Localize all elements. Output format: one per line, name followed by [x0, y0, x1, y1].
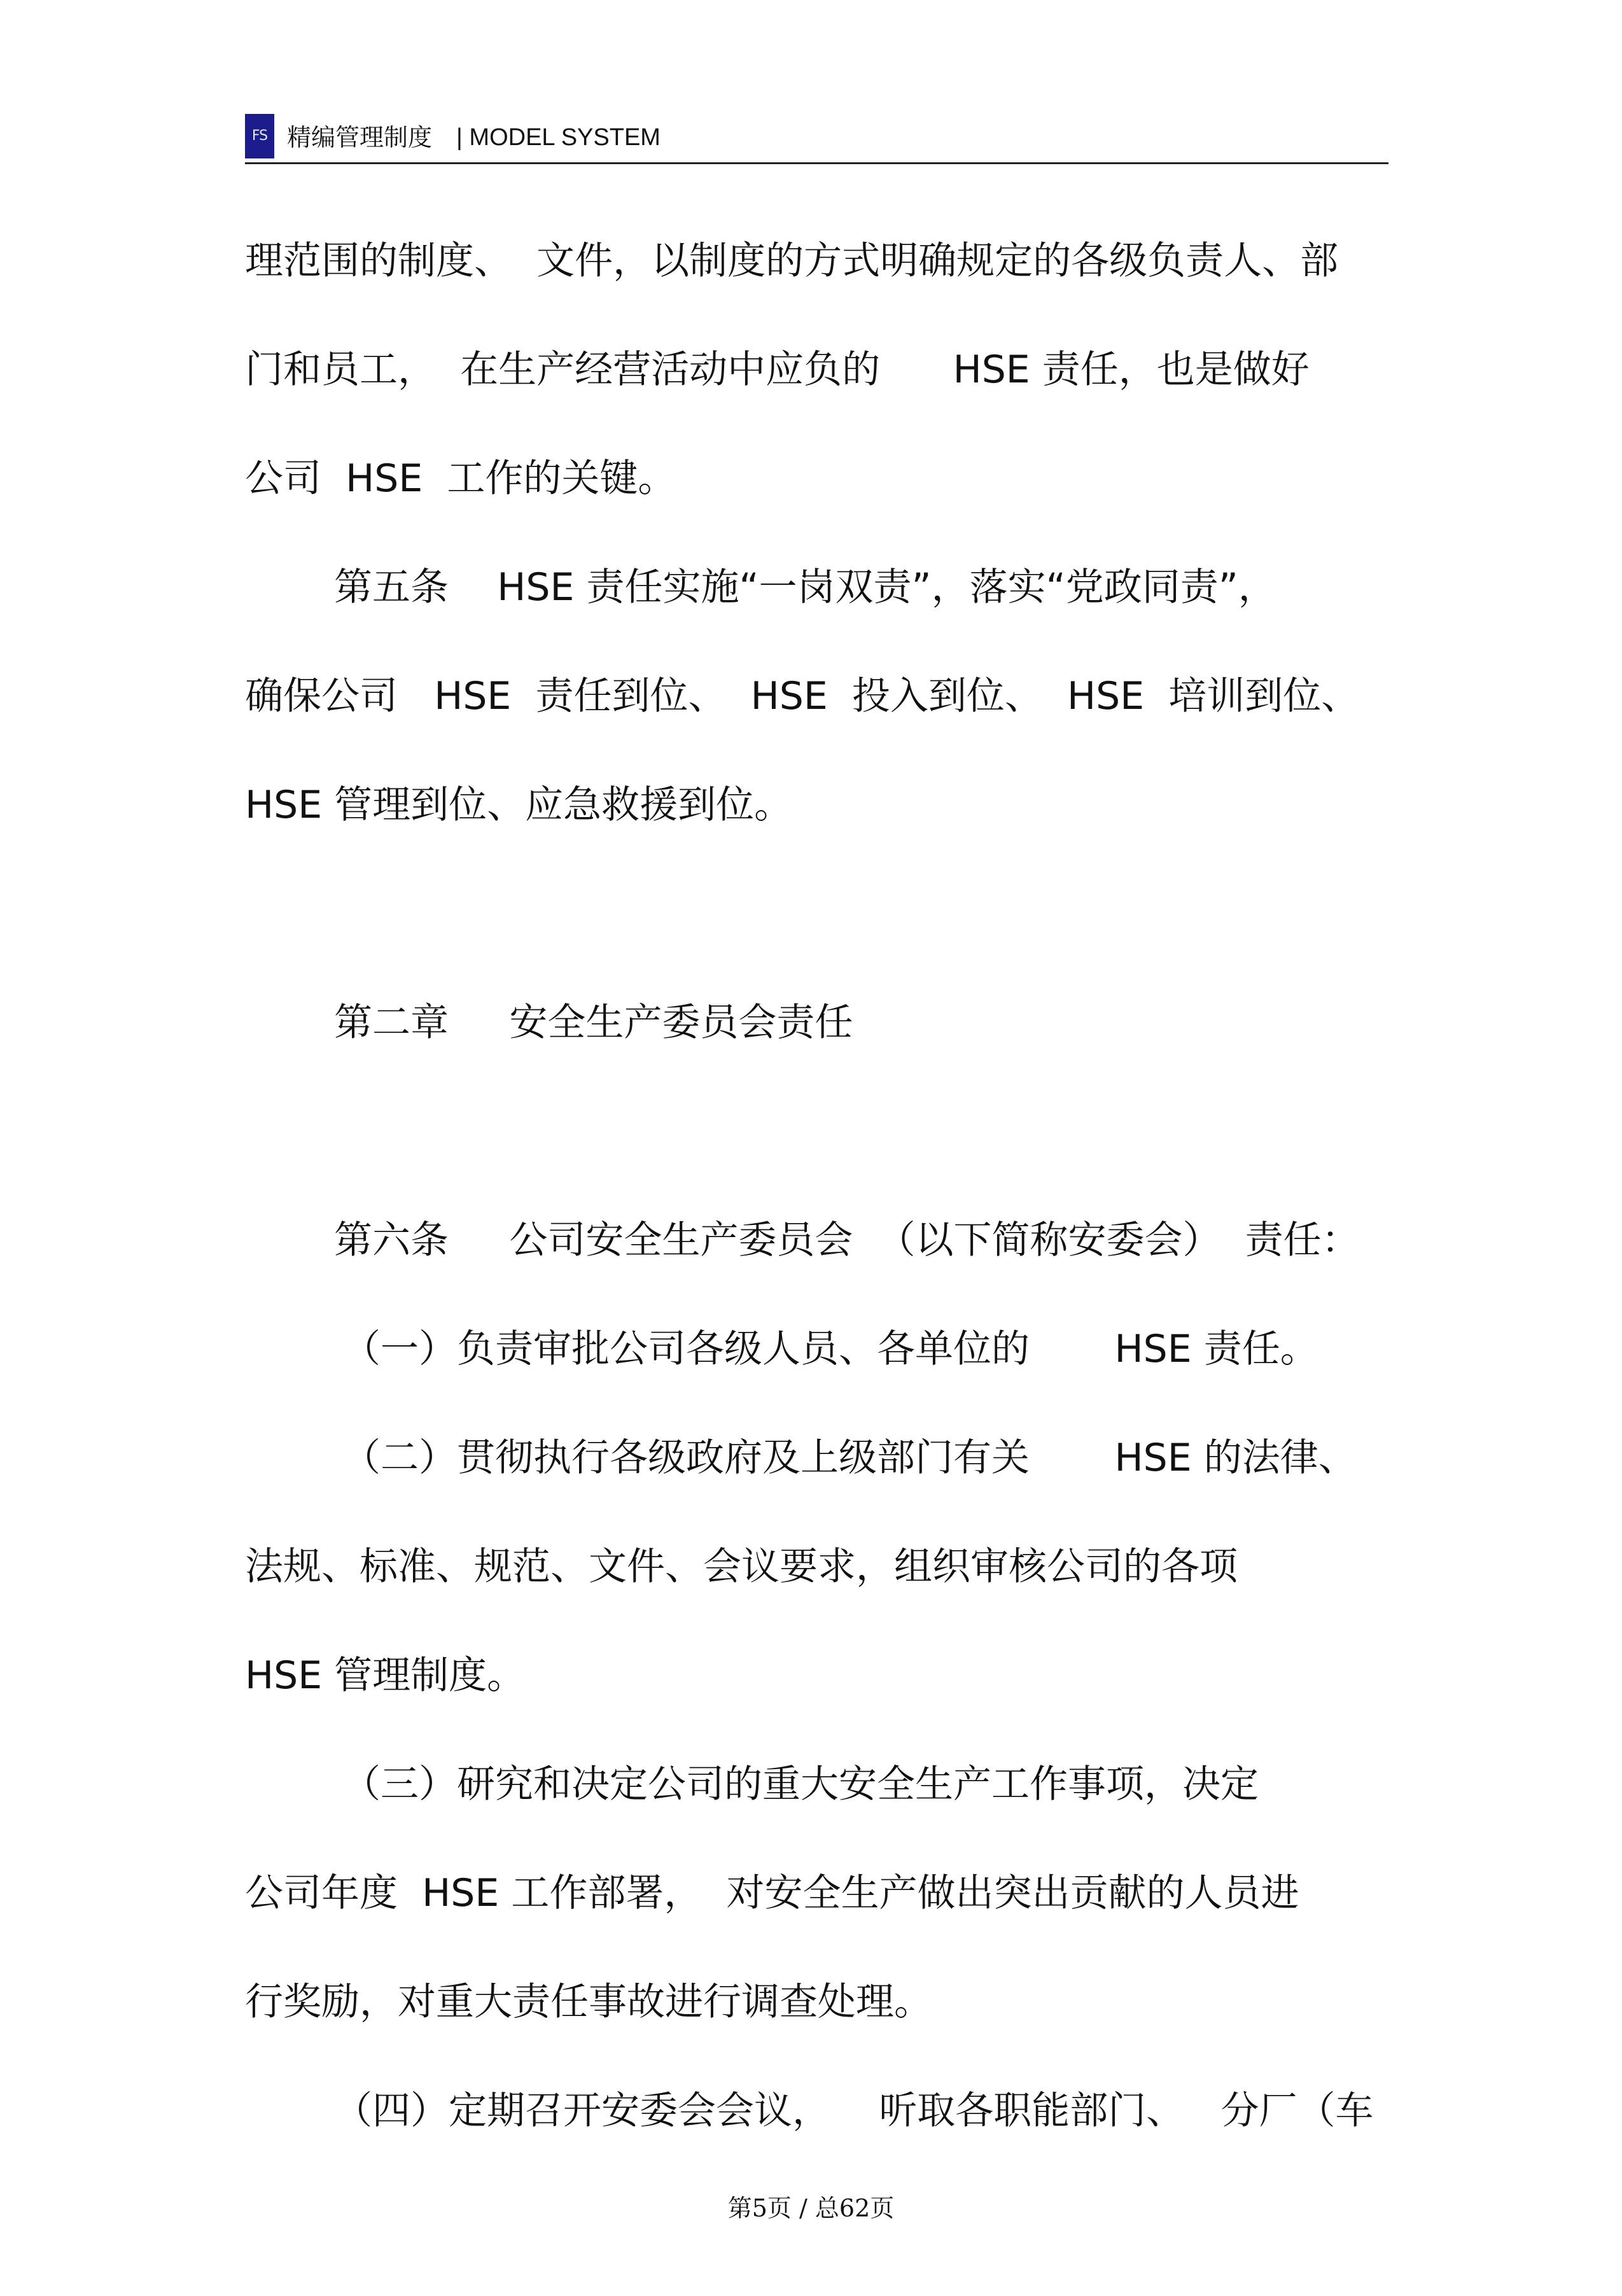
page-header — [245, 111, 1388, 166]
header-divider — [245, 162, 1388, 164]
body-line: HSE 管理到位、应急救援到位。 — [245, 783, 793, 827]
body-line: 理范围的制度、 文件，以制度的方式明确规定的各级负责人、部 — [245, 239, 1339, 283]
body-line: HSE 管理制度。 — [245, 1653, 526, 1698]
clause-2: （二）贯彻执行各级政府及上级部门有关 HSE 的法律、 — [342, 1436, 1357, 1480]
clause-4: （四）定期召开安委会会议， 听取各职能部门、 分厂（车 — [334, 2089, 1374, 2133]
logo-icon: FS — [245, 114, 274, 158]
body-line: 确保公司 HSE 责任到位、 HSE 投入到位、 HSE 培训到位、 — [245, 674, 1360, 718]
body-line: 法规、标准、规范、文件、会议要求，组织审核公司的各项 — [245, 1544, 1238, 1589]
article-6-heading: 第六条 公司安全生产委员会 （以下简称安委会） 责任： — [334, 1218, 1360, 1263]
article-5-heading: 第五条 HSE 责任实施“一岗双责”，落实“党政同责”， — [334, 565, 1276, 610]
body-line: 公司 HSE 工作的关键。 — [245, 456, 676, 501]
header-brand-chinese: 精编管理制度 — [287, 123, 433, 151]
body-line: 公司年度 HSE 工作部署， 对安全生产做出突出贡献的人员进 — [245, 1871, 1299, 1915]
clause-3: （三）研究和决定公司的重大安全生产工作事项，决定 — [342, 1762, 1259, 1807]
clause-1: （一）负责审批公司各级人员、各单位的 HSE 责任。 — [342, 1327, 1318, 1371]
page-number: 第5页 / 总62页 — [727, 2194, 895, 2222]
header-brand-english: | MODEL SYSTEM — [456, 124, 661, 151]
body-line: 行奖励，对重大责任事故进行调查处理。 — [245, 1980, 932, 2024]
body-line: 门和员工， 在生产经营活动中应负的 HSE 责任，也是做好 — [245, 347, 1310, 392]
chapter-2-heading: 第二章 安全生产委员会责任 — [334, 1000, 853, 1045]
